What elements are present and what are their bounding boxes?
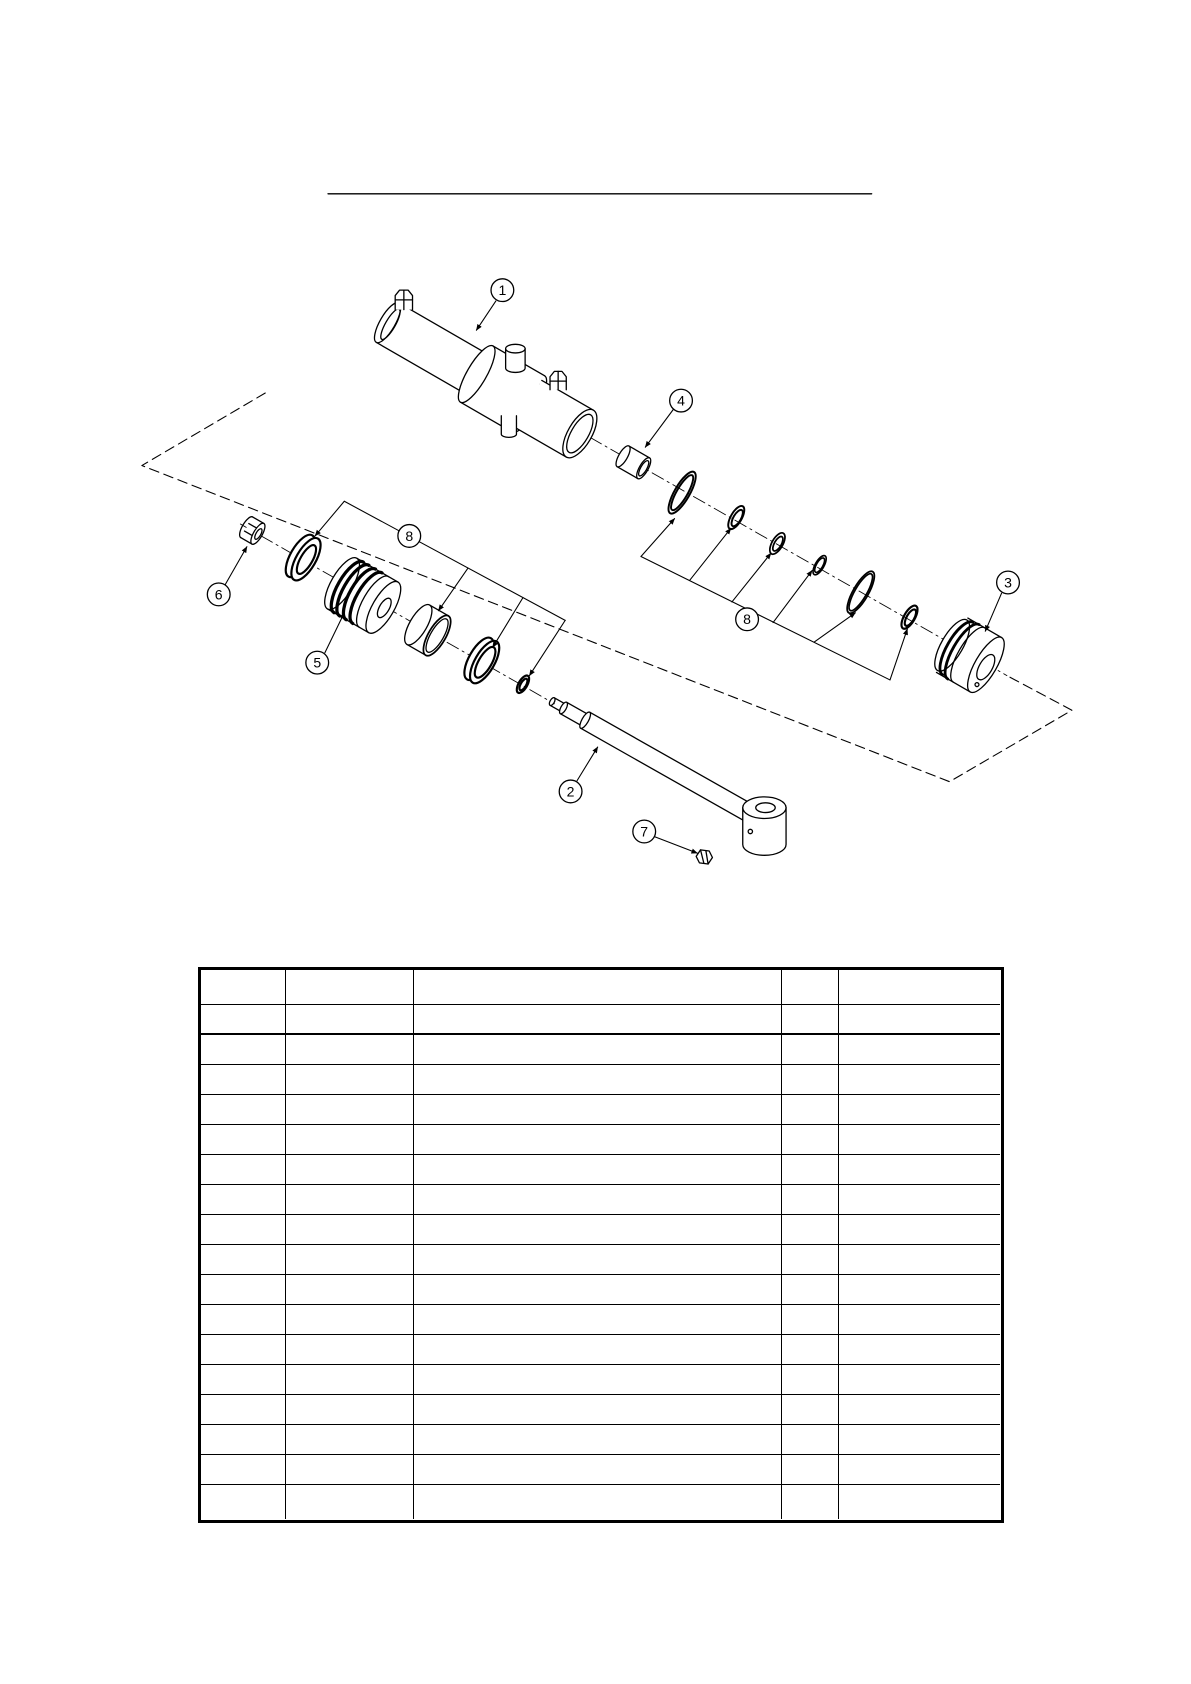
table-cell <box>782 1365 839 1395</box>
table-cell <box>414 1245 782 1275</box>
table-cell <box>839 1065 1000 1095</box>
table-cell <box>286 1365 414 1395</box>
table-cell <box>782 1065 839 1095</box>
table-cell <box>286 1275 414 1305</box>
lower-centerline <box>240 524 554 704</box>
table-cell <box>839 1155 1000 1185</box>
grease-fitting <box>696 850 712 864</box>
bushing <box>613 444 653 481</box>
table-header-cell <box>839 970 1000 1005</box>
backup-ring <box>280 530 326 584</box>
table-cell <box>201 1125 286 1155</box>
table-cell <box>201 1155 286 1185</box>
table-cell <box>286 1155 414 1185</box>
table-cell <box>782 1245 839 1275</box>
table-cell <box>201 1065 286 1095</box>
table-cell <box>782 1485 839 1519</box>
seal-ring-1 <box>725 504 747 532</box>
table-cell <box>286 1335 414 1365</box>
table-cell <box>782 1095 839 1125</box>
table-cell <box>839 1185 1000 1215</box>
table-cell <box>201 1305 286 1335</box>
callout-label: 8 <box>743 611 751 628</box>
callout-8-right <box>736 608 759 631</box>
table-cell <box>839 1215 1000 1245</box>
table-header-cell <box>414 970 782 1005</box>
table-cell <box>414 1365 782 1395</box>
table-cell <box>201 1035 286 1065</box>
table-cell <box>839 1335 1000 1365</box>
hex-nut <box>237 515 268 546</box>
table-cell <box>201 1425 286 1455</box>
table-cell <box>414 1335 782 1365</box>
table-cell <box>286 1005 414 1035</box>
table-cell <box>782 1155 839 1185</box>
table-header-cell <box>782 970 839 1005</box>
table-cell <box>286 1395 414 1425</box>
table-cell <box>782 1275 839 1305</box>
callout-label: 1 <box>498 282 507 299</box>
callout-label: 6 <box>214 586 223 603</box>
table-cell <box>201 1185 286 1215</box>
table-cell <box>201 1215 286 1245</box>
table-cell <box>839 1245 1000 1275</box>
table-cell <box>782 1215 839 1245</box>
table-cell <box>414 1185 782 1215</box>
table-cell <box>286 1215 414 1245</box>
table-cell <box>839 1365 1000 1395</box>
table-cell <box>782 1125 839 1155</box>
seal-ring-4 <box>898 603 920 631</box>
table-cell <box>839 1305 1000 1335</box>
table-cell <box>839 1095 1000 1125</box>
parts-table <box>198 967 1004 1523</box>
table-header-cell <box>201 970 286 1005</box>
callout-3 <box>997 571 1020 594</box>
table-cell <box>286 1245 414 1275</box>
table-cell <box>286 1125 414 1155</box>
table-cell <box>286 1455 414 1485</box>
table-cell <box>201 1005 286 1035</box>
table-cell <box>839 1125 1000 1155</box>
table-cell <box>286 1035 414 1065</box>
table-cell <box>414 1005 782 1035</box>
table-cell <box>782 1005 839 1035</box>
table-cell <box>414 1155 782 1185</box>
table-cell <box>414 1125 782 1155</box>
table-cell <box>839 1035 1000 1065</box>
table-cell <box>201 1395 286 1425</box>
callout-8-left <box>398 525 421 548</box>
table-cell <box>414 1215 782 1245</box>
table-cell <box>201 1335 286 1365</box>
table-cell <box>839 1425 1000 1455</box>
table-cell <box>782 1185 839 1215</box>
table-header-cell <box>286 970 414 1005</box>
callout-label: 3 <box>1004 574 1012 591</box>
table-cell <box>414 1035 782 1065</box>
seal-o-ring-small <box>514 674 531 695</box>
table-cell <box>201 1245 286 1275</box>
table-cell <box>414 1275 782 1305</box>
table-cell <box>286 1095 414 1125</box>
table-cell <box>414 1455 782 1485</box>
seal-o-ring-large-1 <box>664 468 701 517</box>
table-cell <box>201 1485 286 1519</box>
table-cell <box>782 1035 839 1065</box>
callout-label: 5 <box>313 654 322 671</box>
callout-2 <box>559 780 582 803</box>
table-cell <box>782 1335 839 1365</box>
piston <box>318 553 407 638</box>
table-cell <box>414 1395 782 1425</box>
callout-label: 2 <box>566 783 575 800</box>
table-cell <box>414 1065 782 1095</box>
table-cell <box>201 1455 286 1485</box>
callout-4 <box>670 389 693 412</box>
callout-label: 7 <box>640 823 649 840</box>
table-cell <box>839 1005 1000 1035</box>
callout-label: 4 <box>677 392 685 409</box>
gland-head <box>927 613 1011 698</box>
callout-label: 8 <box>405 527 414 544</box>
table-cell <box>839 1485 1000 1519</box>
table-cell <box>286 1185 414 1215</box>
table-cell <box>782 1395 839 1425</box>
table-cell <box>414 1425 782 1455</box>
table-cell <box>286 1485 414 1519</box>
table-cell <box>201 1095 286 1125</box>
table-cell <box>414 1305 782 1335</box>
table-cell <box>286 1425 414 1455</box>
table-cell <box>201 1365 286 1395</box>
callout-5 <box>306 651 329 674</box>
table-cell <box>839 1275 1000 1305</box>
table-cell <box>839 1455 1000 1485</box>
callout-7 <box>633 820 656 843</box>
piston-seal <box>459 633 505 687</box>
seal-ring-2 <box>767 530 788 556</box>
table-cell <box>414 1095 782 1125</box>
wear-ring <box>399 601 455 660</box>
table-cell <box>839 1395 1000 1425</box>
table-cell <box>782 1305 839 1335</box>
table-cell <box>414 1485 782 1519</box>
table-cell <box>286 1065 414 1095</box>
table-cell <box>782 1425 839 1455</box>
table-cell <box>286 1305 414 1335</box>
callout-6 <box>207 583 230 606</box>
table-cell <box>782 1455 839 1485</box>
callout-1 <box>491 279 514 302</box>
table-cell <box>201 1275 286 1305</box>
